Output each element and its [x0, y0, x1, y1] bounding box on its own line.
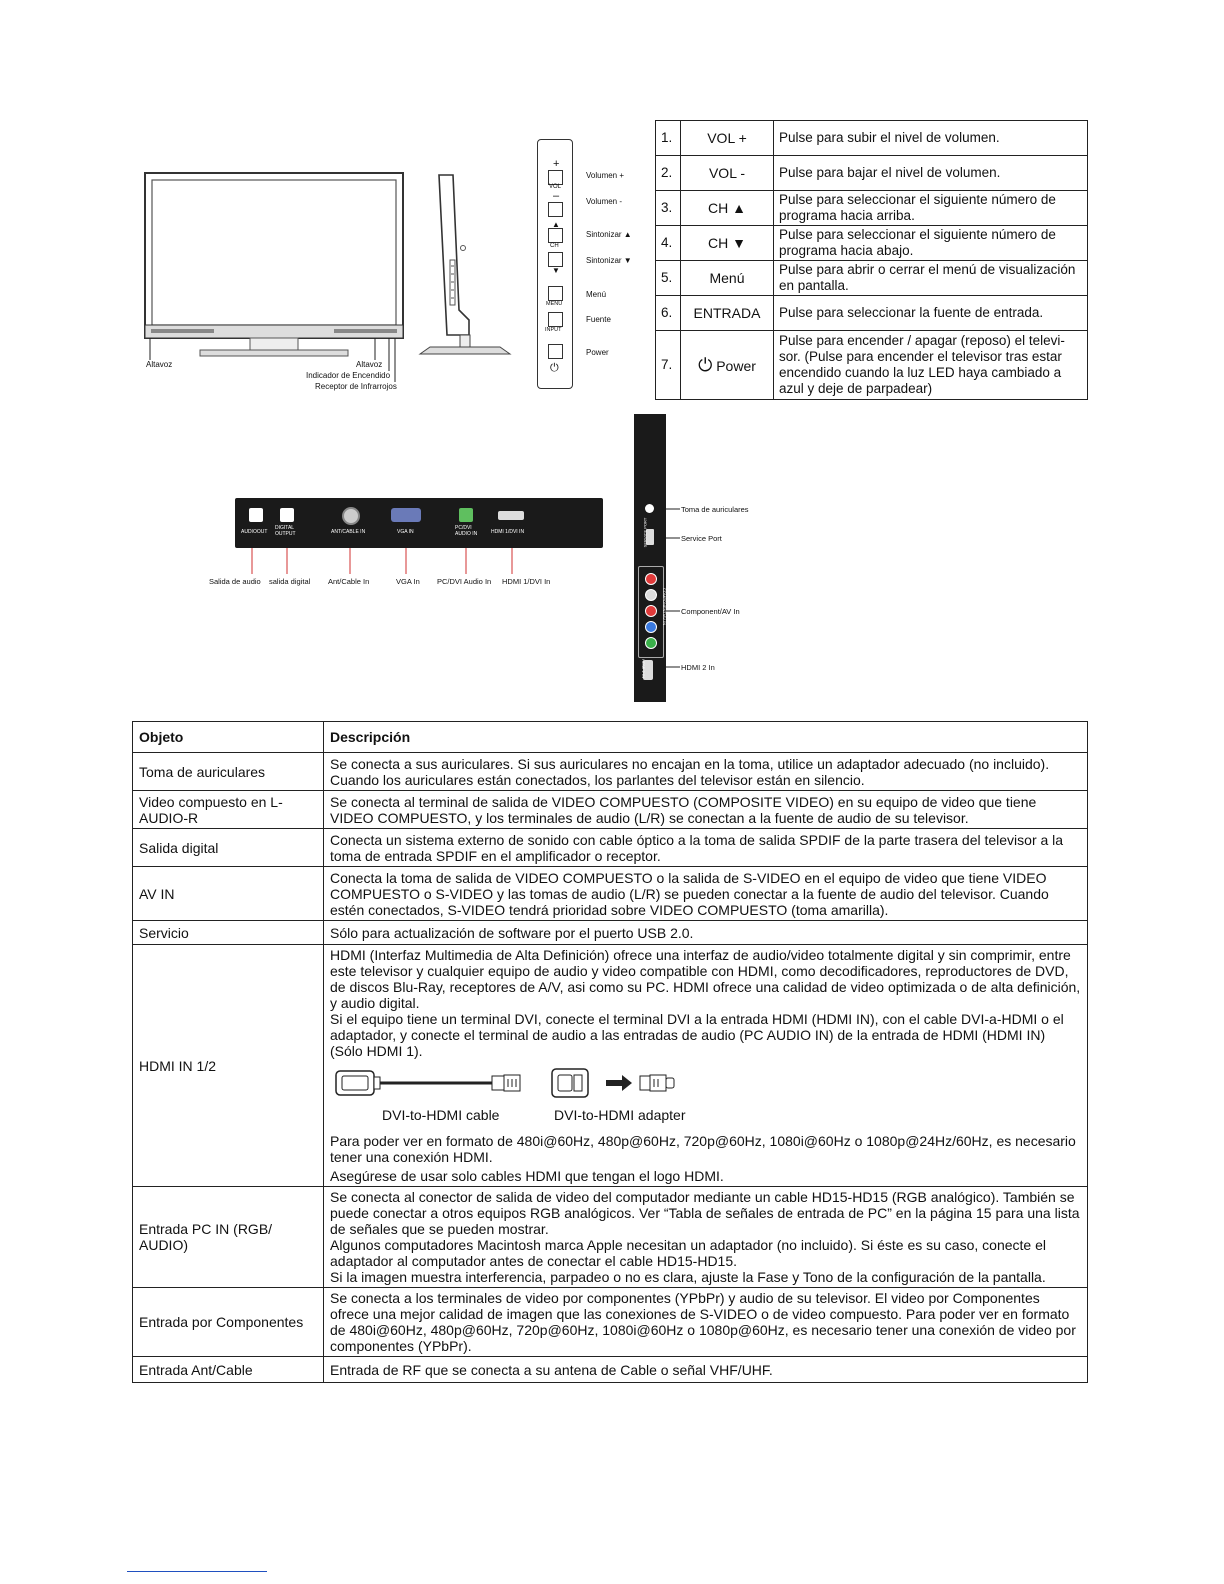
panel-label-vol-down: Volumen -	[586, 197, 623, 206]
side-label-service: SERVICE PORT	[642, 517, 648, 548]
controls-key: VOL -	[681, 156, 774, 191]
audio-out-jack-icon	[249, 508, 263, 522]
row-description	[324, 945, 1088, 1187]
menu-button	[548, 286, 563, 301]
controls-row	[656, 331, 1088, 400]
controls-key: Power	[716, 357, 756, 374]
row-object: HDMI IN 1/2	[133, 945, 324, 1187]
adapter-label: DVI-to-HDMI adapter	[554, 1107, 686, 1123]
controls-desc: Pulse para abrir o cerrar el menú de visualización en pantalla.	[774, 261, 1088, 296]
panel-label-ch-up: Sintonizar ▲	[586, 230, 632, 239]
component-area	[638, 566, 664, 658]
vol-up-button	[548, 170, 563, 185]
controls-num: 4.	[656, 226, 681, 261]
controls-num: 3.	[656, 191, 681, 226]
header-object: Objeto	[133, 722, 324, 753]
table-row	[133, 867, 1088, 921]
table-row	[133, 1288, 1088, 1357]
port-label-ant: ANT/CABLE IN	[331, 529, 366, 535]
input-button	[548, 312, 563, 327]
tv-side-profile	[415, 170, 515, 360]
row-object: Toma de auriculares	[133, 753, 324, 791]
power-icon: ⏻	[698, 354, 713, 375]
controls-key: Menú	[681, 261, 774, 296]
pc-audio-jack-icon	[459, 508, 473, 522]
controls-table	[655, 120, 1088, 400]
panel-label-source: Fuente	[586, 315, 611, 324]
side-ports-panel	[634, 414, 666, 702]
vol-down-button	[548, 202, 563, 217]
controls-key: ENTRADA	[681, 296, 774, 331]
cable-label: DVI-to-HDMI cable	[382, 1107, 500, 1123]
table-row	[133, 829, 1088, 867]
jack-green-icon	[645, 637, 657, 649]
ch-down-button	[548, 252, 563, 267]
controls-key: CH ▼	[681, 226, 774, 261]
controls-row	[656, 226, 1088, 261]
controls-row	[656, 261, 1088, 296]
label-speaker-left: Altavoz	[146, 360, 173, 369]
input-mark: INPUT	[545, 327, 562, 333]
row-description: Se conecta a sus auriculares. Si sus auriculares no encajan en la toma, utilice un adaptador adecuado (no incluido). Cuando los auriculares están conectados, los parlantes del televisor están en silencio.	[324, 753, 1088, 791]
row-description	[324, 1187, 1088, 1288]
items-table	[132, 721, 1088, 1383]
port-label-vga: VGA IN	[397, 529, 414, 535]
callout-pc-audio: PC/DVI Audio In	[437, 577, 492, 586]
label-ir-receiver: Receptor de Infrarrojos	[315, 382, 397, 391]
table-row	[133, 945, 1088, 1187]
jack-blue-icon	[645, 621, 657, 633]
port-label-pc-audio: PC/DVI AUDIO IN	[455, 525, 478, 537]
callout-component: Component/AV In	[681, 607, 740, 616]
digital-out-jack-icon	[280, 508, 294, 522]
table-header-row	[133, 722, 1088, 753]
row-object: Entrada por Componentes	[133, 1288, 324, 1357]
controls-desc: Pulse para subir el nivel de volumen.	[774, 121, 1088, 156]
callout-ant: Ant/Cable In	[328, 577, 370, 586]
ch-mark: CH	[550, 243, 559, 249]
controls-desc: Pulse para seleccionar el siguiente número de programa hacia abajo.	[774, 226, 1088, 261]
panel-label-power: Power	[586, 348, 609, 357]
controls-num: 2.	[656, 156, 681, 191]
ch-down-arrow-icon: ▼	[552, 266, 560, 275]
desc-paragraph: HDMI (Interfaz Multimedia de Alta Definición) ofrece una interfaz de audio/video totalmente digital y sin comprimir, entre este televisor y cualquier equipo de audio y video compatible con HDMI, como decodificadores, reproductores de DVD, de discos Blu-Ray, receptores de A/V, asi como su PC. HDMI ofrece una calidad de video optimizada o de alta definición, y audio digital.	[330, 947, 1081, 1011]
desc-paragraph: Si el equipo tiene un terminal DVI, conecte el terminal DVI a la entrada HDMI (HDMI IN), con el cable DVI-a-HDMI o el adaptador, y conecte el terminal de audio a las entradas de audio (PC AUDIO IN) de la entrada de HDMI (HDMI IN) (Sólo HDMI 1).	[330, 1011, 1064, 1059]
menu-mark: MENU	[546, 301, 563, 307]
row-object: Entrada Ant/Cable	[133, 1357, 324, 1383]
controls-key: CH ▲	[681, 191, 774, 226]
row-object: Video compuesto en L-AUDIO-R	[133, 791, 324, 829]
controls-key-power	[681, 331, 774, 400]
table-row	[133, 921, 1088, 945]
rear-callout-lines	[235, 548, 603, 578]
hdmi1-port-icon	[498, 511, 524, 520]
row-description: Conecta un sistema externo de sonido con cable óptico a la toma de salida SPDIF de la parte trasera del televisor a la toma de entrada SPDIF en el amplificador o receptor.	[324, 829, 1088, 867]
panel-label-ch-down: Sintonizar ▼	[586, 256, 632, 265]
vol-minus-mark: –	[553, 190, 560, 202]
row-description: Entrada de RF que se conecta a su antena de Cable o señal VHF/UHF.	[324, 1357, 1088, 1383]
jack-white-icon	[645, 589, 657, 601]
vol-plus-mark: +	[553, 158, 560, 170]
controls-key: VOL +	[681, 121, 774, 156]
controls-row	[656, 296, 1088, 331]
desc-paragraph: Si la imagen muestra interferencia, parpadeo o no es clara, ajuste la Fase y Tono de la configuración de la pantalla.	[330, 1269, 1046, 1285]
port-label-audio-out: AUDIOOUT	[241, 529, 268, 535]
label-power-indicator: Indicador de Encendido	[306, 371, 391, 380]
rear-panel	[235, 498, 603, 548]
table-row	[133, 791, 1088, 829]
dvi-hdmi-figure	[330, 1063, 1081, 1129]
label-speaker-right: Altavoz	[356, 360, 383, 369]
row-description: Se conecta a los terminales de video por componentes (YPbPr) y audio de su televisor. El video por Componentes ofrece una mejor calidad de imagen que las conexiones de S-VIDEO o de video compuesto. Para poder ver en formato de 480i@60Hz, 480p@60Hz, 720p@60Hz, 1080i@60Hz o 1080p@60Hz, es necesario tener una conexión de video por componentes (YPbPr).	[324, 1288, 1088, 1357]
controls-desc: Pulse para bajar el nivel de volumen.	[774, 156, 1088, 191]
ch-up-arrow-icon: ▲	[552, 220, 560, 229]
callout-service: Service Port	[681, 534, 722, 543]
vga-port-icon	[391, 508, 421, 522]
controls-num: 5.	[656, 261, 681, 296]
power-icon: ⏻	[550, 362, 559, 374]
row-description: Se conecta al terminal de salida de VIDEO COMPUESTO (COMPOSITE VIDEO) en su equipo de video que tiene VIDEO COMPUESTO, y los terminales de audio (L/R) se conectan a la fuente de audio de su televisor.	[324, 791, 1088, 829]
row-description: Sólo para actualización de software por el puerto USB 2.0.	[324, 921, 1088, 945]
desc-paragraph: Asegúrese de usar solo cables HDMI que tengan el logo HDMI.	[330, 1168, 724, 1184]
controls-desc: Pulse para seleccionar la fuente de entrada.	[774, 296, 1088, 331]
row-object: Entrada PC IN (RGB/ AUDIO)	[133, 1187, 324, 1288]
desc-paragraph: Se conecta al conector de salida de video del computador mediante un cable HD15-HD15 (RGB analógico). También se puede conectar a otros equipos RGB analógicos. Ver “Tabla de señales de entrada de PC” en la página 15 para una lista de señales que se pueden mostrar.	[330, 1189, 1080, 1237]
table-row	[133, 1187, 1088, 1288]
footnote-rule	[127, 1571, 267, 1572]
power-button	[548, 344, 563, 359]
controls-num: 1.	[656, 121, 681, 156]
callout-audio-out: Salida de audio	[209, 577, 261, 586]
dvi-hdmi-cable-icon	[330, 1063, 690, 1103]
controls-desc: Pulse para encender / apagar (reposo) el televi-sor. (Pulse para encender el televisor tras estar encendido cuando la luz LED haya cambiado a azul y deje de parpadear)	[774, 331, 1088, 400]
jack-red-icon	[645, 573, 657, 585]
controls-row	[656, 121, 1088, 156]
ch-up-button	[548, 228, 563, 243]
vol-mark: VOL	[549, 184, 562, 190]
controls-num: 7.	[656, 331, 681, 400]
controls-num: 6.	[656, 296, 681, 331]
desc-paragraph: Algunos computadores Macintosh marca Apple necesitan un adaptador (no incluido). Si éste es su caso, conecte el adaptador al computador antes de conectar el cable HD15-HD15.	[330, 1237, 1046, 1269]
controls-desc: Pulse para seleccionar el siguiente número de programa hacia arriba.	[774, 191, 1088, 226]
panel-label-vol-up: Volumen +	[586, 171, 625, 180]
callout-vga: VGA In	[396, 577, 420, 586]
side-label-component: COMPONENT/AV IN	[662, 587, 668, 626]
callout-headphone: Toma de auriculares	[681, 505, 749, 514]
side-label-hdmi2: HDMI 2 IN	[640, 659, 646, 678]
headphone-jack-icon	[645, 504, 654, 513]
table-row	[133, 1357, 1088, 1383]
row-object: Salida digital	[133, 829, 324, 867]
desc-paragraph: Para poder ver en formato de 480i@60Hz, 480p@60Hz, 720p@60Hz, 1080i@60Hz o 1080p@24Hz/60Hz, es necesario tener una conexión HDMI.	[330, 1133, 1076, 1165]
side-button-panel	[537, 139, 573, 389]
callout-hdmi1: HDMI 1/DVI In	[502, 577, 551, 586]
controls-row	[656, 156, 1088, 191]
row-object: Servicio	[133, 921, 324, 945]
panel-label-menu: Menú	[586, 290, 607, 299]
port-label-digital-out: DIGITAL OUTPUT	[275, 525, 296, 537]
controls-row	[656, 191, 1088, 226]
port-label-hdmi1: HDMI 1/DVI IN	[491, 529, 525, 535]
row-description: Conecta la toma de salida de VIDEO COMPUESTO o la salida de S-VIDEO en el equipo de video que tiene VIDEO COMPUESTO o S-VIDEO y las tomas de audio (L/R) se pueden conectar a la fuente de audio del televisor. Cuando estén conectados, S-VIDEO tendrá prioridad sobre VIDEO COMPUESTO (toma amarilla).	[324, 867, 1088, 921]
callout-digital-out: salida digital	[269, 577, 311, 586]
table-row	[133, 753, 1088, 791]
ant-jack-icon	[342, 507, 360, 525]
side-callout-lines	[666, 500, 682, 680]
header-description: Descripción	[324, 722, 1088, 753]
row-object: AV IN	[133, 867, 324, 921]
jack-red-icon	[645, 605, 657, 617]
callout-hdmi2: HDMI 2 In	[681, 663, 715, 672]
